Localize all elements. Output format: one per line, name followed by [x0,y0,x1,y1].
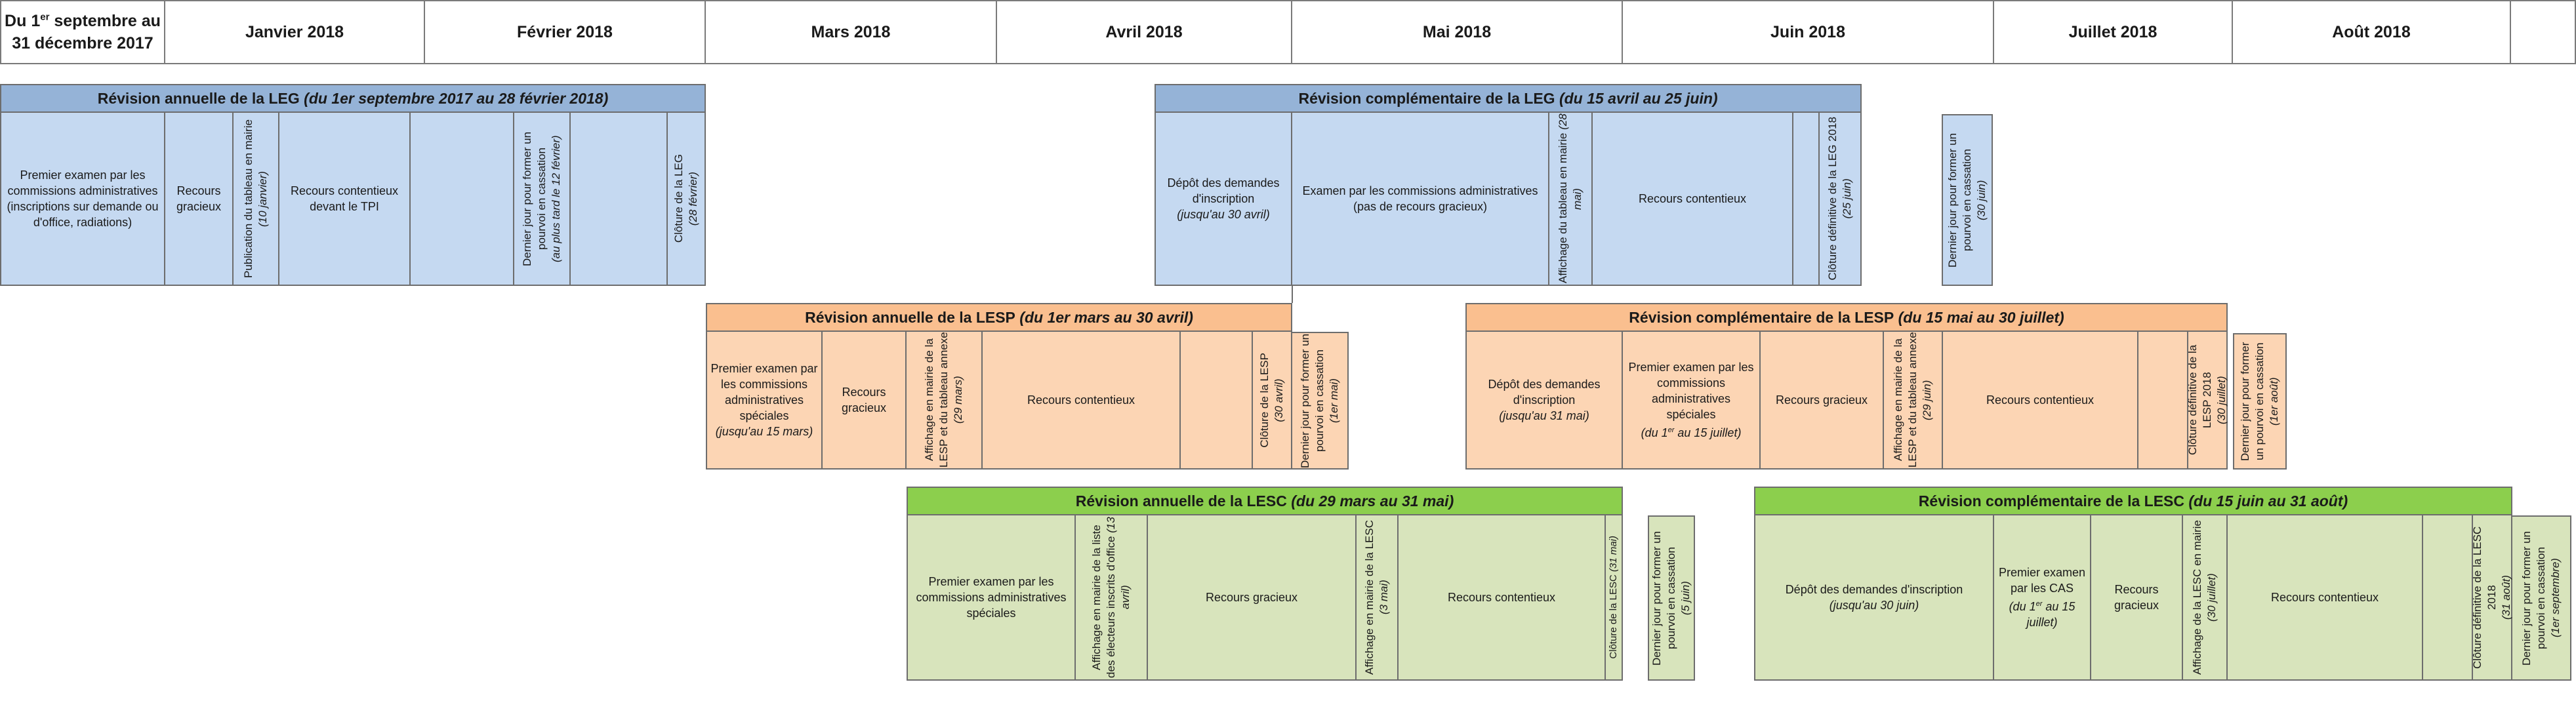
lesc-annual-affichage: Affichage en mairie de la LESC (3 mai) [1357,515,1399,681]
lesp-annual-cloture: Clôture de la LESP (30 avril) [1253,332,1292,470]
lesc-annual-recours-gracieux: Recours gracieux [1148,515,1357,681]
lesp-comp-title: Révision complémentaire de la LESP (du 15 mai au 30 juillet) [1465,303,2228,332]
leg-comp-depot: Dépôt des demandes d'inscription (jusqu'au 30 avril) [1155,113,1292,286]
lesc-comp-recours-contentieux: Recours contentieux [2228,515,2423,681]
header-month-may: Mai 2018 [1292,0,1623,64]
header-month-jan: Janvier 2018 [165,0,425,64]
leg-annual-spacer-2 [571,113,668,286]
lesp-annual-affichage: Affichage en mairie de la LESP et du tableau annexe (29 mars) [907,332,983,470]
leg-comp-title: Révision complémentaire de la LEG (du 15 avril au 25 juin) [1155,84,1862,113]
lesp-annual-spacer [1181,332,1253,470]
lesc-comp-recours-gracieux: Recours gracieux [2091,515,2183,681]
lesc-annual-recours-contentieux: Recours contentieux [1399,515,1606,681]
leg-comp-pourvoi: Dernier jour pour former un pourvoi en cassation (30 juin) [1942,114,1993,286]
lesc-comp-pourvoi: Dernier jour pour former un pourvoi en cassation (1er septembre) [2512,515,2571,681]
leg-annual-publication: Publication du tableau en mairie (10 janvier) [234,113,279,286]
lesp-comp-recours-gracieux: Recours gracieux [1761,332,1884,470]
leg-annual-pourvoi: Dernier jour pour former un pourvoi en cassation (au plus tard le 12 février) [514,113,571,286]
lesc-comp-first-exam: Premier examen par les CAS (du 1er au 15 juillet) [1994,515,2091,681]
lesp-annual-recours-contentieux: Recours contentieux [983,332,1181,470]
lesc-comp-spacer [2423,515,2473,681]
lesp-comp-recours-contentieux: Recours contentieux [1943,332,2138,470]
lesp-comp-pourvoi: Dernier jour pour former un pourvoi en cassation (1er août) [2233,333,2287,470]
lesp-comp-depot: Dépôt des demandes d'inscription (jusqu'au 31 mai) [1465,332,1623,470]
lesc-annual-first-exam: Premier examen par les commissions administratives spéciales [907,515,1076,681]
leg-comp-spacer [1793,113,1820,286]
header-month-jun: Juin 2018 [1623,0,1994,64]
header-month-jul: Juillet 2018 [1994,0,2233,64]
leg-annual-recours-contentieux: Recours contentieux devant le TPI [279,113,411,286]
header-period: Du 1er septembre au 31 décembre 2017 [0,0,165,64]
leg-comp-examen: Examen par les commissions administratives (pas de recours gracieux) [1292,113,1549,286]
lesp-comp-cloture: Clôture définitive de la LESP 2018 (30 juillet) [2188,332,2228,470]
lesc-comp-depot: Dépôt des demandes d'inscription (jusqu'au 30 juin) [1754,515,1994,681]
lesc-annual-cloture: Clôture de la LESC (31 mai) [1606,515,1623,681]
leg-annual-cloture: Clôture de la LEG (28 février) [668,113,706,286]
header-month-extra [2511,0,2576,64]
lesc-comp-affichage: Affichage de la LESC en mairie (30 juillet) [2183,515,2228,681]
leg-annual-first-exam: Premier examen par les commissions administratives (inscriptions sur demande ou d'office, radiations) [0,113,165,286]
leg-annual-recours-gracieux: Recours gracieux [165,113,234,286]
lesc-comp-title: Révision complémentaire de la LESC (du 15 juin au 31 août) [1754,487,2512,515]
lesp-annual-pourvoi: Dernier jour pour former un pourvoi en cassation (1er mai) [1292,332,1349,470]
lesp-comp-affichage: Affichage en mairie de la LESP et du tableau annexe (29 juin) [1884,332,1943,470]
leg-annual-title: Révision annuelle de la LEG (du 1er septembre 2017 au 28 février 2018) [0,84,706,113]
leg-comp-affichage: Affichage du tableau en mairie (28 mai) [1549,113,1593,286]
lesp-annual-recours-gracieux: Recours gracieux [823,332,907,470]
lesc-annual-title: Révision annuelle de la LESC (du 29 mars au 31 mai) [907,487,1623,515]
leg-comp-recours-contentieux: Recours contentieux [1593,113,1793,286]
leg-comp-cloture: Clôture définitive de la LEG 2018 (25 juin) [1820,113,1862,286]
lesc-annual-pourvoi: Dernier jour pour former un pourvoi en cassation (5 juin) [1648,515,1695,681]
leg-annual-spacer-1 [411,113,514,286]
lesc-comp-cloture: Clôture définitive de la LESC 2018 (31 août) [2473,515,2512,681]
header-month-aug: Août 2018 [2233,0,2511,64]
connector-line [1292,286,1293,303]
header-month-apr: Avril 2018 [997,0,1292,64]
lesp-comp-first-exam: Premier examen par les commissions administratives spéciales (du 1er au 15 juillet) [1623,332,1761,470]
lesp-annual-title: Révision annuelle de la LESP (du 1er mars au 30 avril) [706,303,1292,332]
lesc-annual-affichage-office: Affichage en mairie de la liste des électeurs inscrits d'office (13 avril) [1076,515,1148,681]
lesp-annual-first-exam: Premier examen par les commissions administratives spéciales (jusqu'au 15 mars) [706,332,823,470]
header-month-mar: Mars 2018 [706,0,997,64]
header-month-feb: Février 2018 [425,0,706,64]
lesp-comp-spacer [2138,332,2188,470]
